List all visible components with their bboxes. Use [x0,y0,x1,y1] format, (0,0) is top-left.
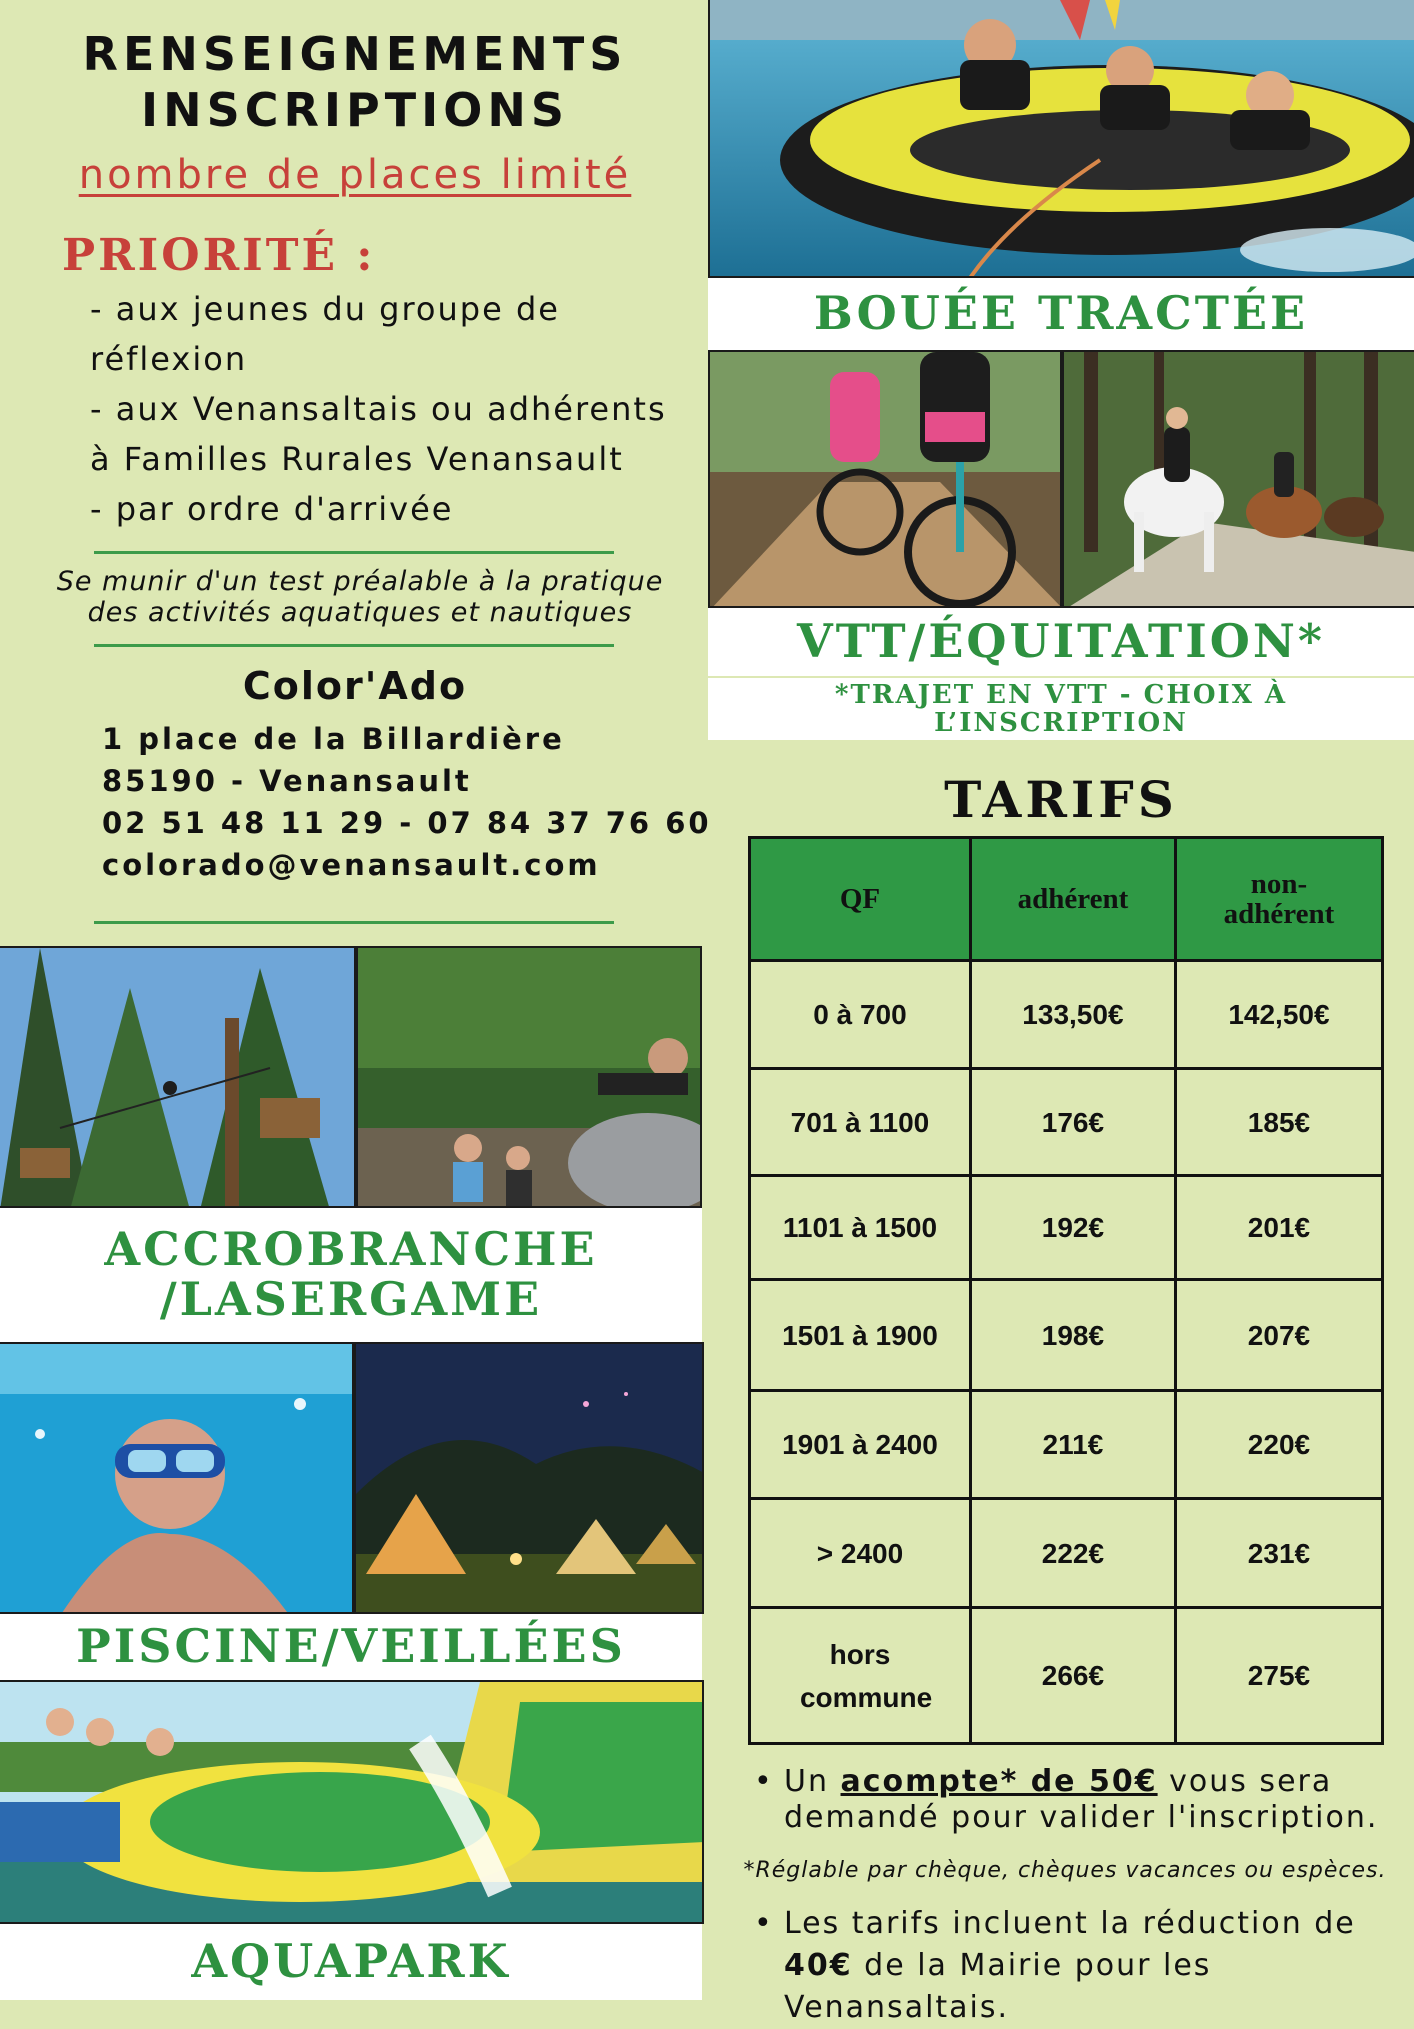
test-note: Se munir d'un test préalable à la pratique des activités aquatiques et nautiques [56,566,664,628]
priority-label: PRIORITÉ : [62,230,376,281]
vtt-band [708,608,1414,676]
priority-line: - par ordre d'arrivée [90,490,454,528]
divider [94,644,614,647]
table-row: > 2400 222€ 231€ [750,1499,1383,1608]
aquapark-title: AQUAPARK [191,1934,511,1989]
vtt-note: *TRAJET EN VTT - CHOIX À L’INSCRIPTION [834,679,1288,738]
table-row: 1101 à 1500 192€ 201€ [750,1176,1383,1280]
piscine-band [0,1614,702,1680]
vtt-title: VTT/ÉQUITATION* [797,614,1325,669]
org-phones: 02 51 48 11 29 - 07 84 37 76 60 [102,806,712,840]
org-city: 85190 - Venansault [102,764,472,798]
price-notes [730,1764,1400,2029]
org-email[interactable]: colorado@venansault.com [102,848,601,882]
accro-title: ACCROBRANCHE /LASERGAME [104,1222,598,1326]
vtt-note-band [708,676,1414,740]
col-header-non-member: non-adhérent [1175,838,1382,961]
tarif-table [748,836,1384,1745]
reduction-note: • Les tarifs incluent la réduction de 40€ de la Mairie pour les Venansaltais. [730,1903,1400,2029]
divider [94,921,614,924]
swimming-pool-photo [0,1342,354,1614]
org-name: Color'Ado [242,664,468,708]
table-row: 1501 à 1900 198€ 207€ [750,1280,1383,1391]
table-row: 1901 à 2400 211€ 220€ [750,1391,1383,1499]
bouee-title: BOUÉE TRACTÉE [813,286,1309,341]
lasergame-photo [356,946,702,1208]
priority-line: - aux Venansaltais ou adhérents [90,390,667,428]
divider [94,551,614,554]
accro-band [0,1208,702,1342]
org-address: 1 place de la Billardière [102,722,565,756]
table-row: hors commune 266€ 275€ [750,1608,1383,1744]
col-header-member: adhérent [970,838,1175,961]
priority-list [90,284,710,534]
priority-line: - aux jeunes du groupe de [90,290,560,328]
aquapark-photo [0,1680,704,1924]
aquapark-band [0,1924,702,2000]
bouee-band [708,278,1414,350]
payment-note: *Réglable par chèque, chèques vacances ou espèces. [743,1858,1387,1883]
tarifs-title: TARIFS [944,770,1178,829]
table-row: 0 à 700 133,50€ 142,50€ [750,961,1383,1069]
piscine-title: PISCINE/VEILLÉES [76,1619,626,1674]
deposit-note: • Un acompte* de 50€ vous sera demandé pour valider l'inscription. [730,1764,1400,1836]
org-contact [102,718,712,886]
col-header-qf: QF [750,838,971,961]
towed-buoy-photo [708,0,1414,278]
night-camp-photo [354,1342,704,1614]
limited-places: nombre de places limité [78,152,632,198]
treetop-adventure-photo [0,946,356,1208]
table-header-row [750,838,1383,961]
info-title: RENSEIGNEMENTS INSCRIPTIONS [82,27,628,137]
mountain-bike-photo [708,350,1062,608]
table-row: 701 à 1100 176€ 185€ [750,1069,1383,1176]
priority-line: à Familles Rurales Venansault [90,440,624,478]
horse-riding-photo [1062,350,1414,608]
priority-line: réflexion [90,340,248,378]
